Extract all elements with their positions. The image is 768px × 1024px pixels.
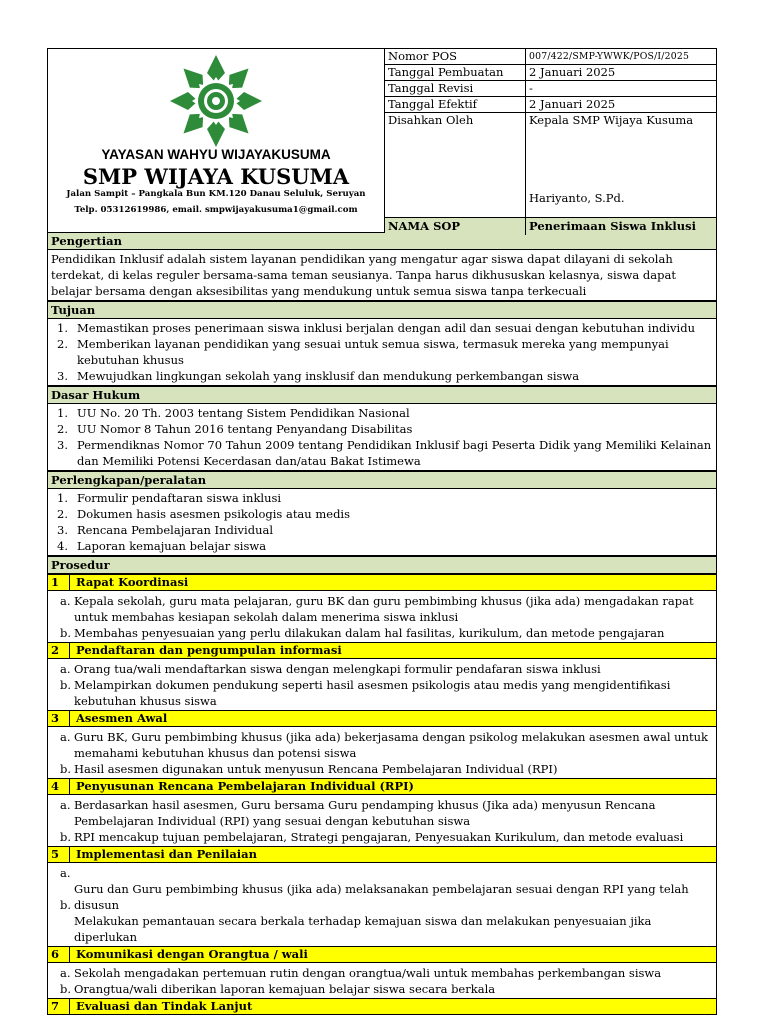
meta-value: 007/422/SMP-YWWK/POS/I/2025 bbox=[529, 51, 690, 62]
meta-row-disahkan bbox=[385, 113, 716, 218]
list-item-number: 3. bbox=[57, 438, 68, 452]
step-number: 3 bbox=[48, 711, 70, 726]
list-item-number: a. bbox=[60, 730, 71, 744]
list-item-number: b. bbox=[60, 898, 72, 912]
list-item bbox=[48, 661, 713, 677]
list-item-number: a. bbox=[60, 798, 71, 812]
section-tujuan bbox=[47, 301, 717, 386]
list-item-text: Mewujudkan lingkungan sekolah yang insklusif dan mendukung perkembangan siswa bbox=[77, 369, 580, 383]
list-item-number: 1. bbox=[57, 321, 68, 335]
step-title: Asesmen Awal bbox=[76, 711, 168, 725]
list-item-text: UU Nomor 8 Tahun 2016 tentang Penyandang Disabilitas bbox=[77, 422, 413, 436]
list-item-number: a. bbox=[60, 662, 71, 676]
list-item-number: 2. bbox=[57, 422, 68, 436]
procedure-step-header bbox=[48, 575, 716, 591]
step-number: 5 bbox=[48, 847, 70, 862]
section-list bbox=[48, 319, 716, 386]
meta-row-pembuatan bbox=[385, 65, 716, 81]
step-title: Rapat Koordinasi bbox=[76, 575, 189, 589]
list-item-text: Berdasarkan hasil asesmen, Guru bersama Guru pendamping khusus (Jika ada) menyusun Rencana Pembelajaran Individual (RPI) yang sesuai dengan kebutuhan siswa bbox=[74, 798, 656, 828]
section-title: Prosedur bbox=[48, 557, 716, 574]
list-item bbox=[51, 368, 713, 384]
list-item-number: 1. bbox=[57, 491, 68, 505]
meta-label: Tanggal Pembuatan bbox=[385, 65, 526, 80]
school-address: Jalan Sampit – Pangkala Bun KM.120 Danau Seluluk, Seruyan bbox=[66, 189, 366, 199]
list-item bbox=[48, 677, 713, 709]
school-contact: Telp. 05312619986, email. smpwijayakusuma1@gmail.com bbox=[74, 205, 358, 215]
step-title: Komunikasi dengan Orangtua / wali bbox=[76, 947, 308, 961]
document-metadata bbox=[385, 49, 716, 232]
list-item-text: Laporan kemajuan belajar siswa bbox=[77, 539, 267, 553]
list-item-number: a. bbox=[60, 866, 71, 880]
meta-row-revisi bbox=[385, 81, 716, 97]
list-item-text: UU No. 20 Th. 2003 tentang Sistem Pendidikan Nasional bbox=[77, 406, 410, 420]
procedure-steps bbox=[47, 574, 717, 1015]
list-item-text: Guru BK, Guru pembimbing khusus (jika ada) bekerjasama dengan psikolog melakukan asesmen awal untuk memahami kebutuhan khusus dan potensi siswa bbox=[74, 730, 708, 760]
list-item bbox=[48, 829, 713, 845]
institution-block bbox=[48, 49, 385, 232]
list-item bbox=[48, 913, 713, 945]
step-number: 4 bbox=[48, 779, 70, 794]
step-title: Pendaftaran dan pengumpulan informasi bbox=[76, 643, 342, 657]
list-item-number: a. bbox=[60, 594, 71, 608]
list-item-number bbox=[48, 881, 74, 897]
step-title: Implementasi dan Penilaian bbox=[76, 847, 257, 861]
list-item bbox=[48, 625, 713, 641]
list-item-text: disusun bbox=[74, 898, 120, 912]
list-item bbox=[51, 522, 713, 538]
sop-document bbox=[47, 48, 717, 1015]
list-item-text: Hasil asesmen digunakan untuk menyusun Rencana Pembelajaran Individual (RPI) bbox=[74, 762, 558, 776]
step-number: 6 bbox=[48, 947, 70, 962]
procedure-step-header bbox=[48, 999, 716, 1015]
list-item bbox=[48, 761, 713, 777]
list-item bbox=[48, 965, 713, 981]
list-item-text: Orang tua/wali mendaftarkan siswa dengan melengkapi formulir pendafaran siswa inklusi bbox=[74, 662, 601, 676]
procedure-step-header bbox=[48, 847, 716, 863]
step-number: 7 bbox=[48, 999, 70, 1014]
approver-title: Kepala SMP Wijaya Kusuma bbox=[529, 113, 694, 127]
list-item-text: Orangtua/wali diberikan laporan kemajuan belajar siswa secara berkala bbox=[74, 982, 496, 996]
list-item-number: b. bbox=[60, 982, 72, 996]
list-item bbox=[48, 881, 713, 897]
list-item bbox=[51, 336, 713, 368]
school-name: SMP WIJAYA KUSUMA bbox=[82, 164, 350, 189]
list-item bbox=[51, 490, 713, 506]
list-item-text: Melampirkan dokumen pendukung seperti hasil asesmen psikologis atau medis yang mengidentifikasi kebutuhan khusus siswa bbox=[74, 678, 671, 708]
list-item-number bbox=[48, 913, 74, 945]
section-list bbox=[48, 404, 716, 471]
section-title: Dasar Hukum bbox=[48, 387, 716, 404]
list-item bbox=[51, 437, 713, 469]
procedure-step-header bbox=[48, 947, 716, 963]
meta-value bbox=[526, 113, 716, 217]
list-item-text: Melakukan pemantauan secara berkala terhadap kemajuan siswa dan melakukan penyesuaian jika diperlukan bbox=[74, 914, 652, 944]
list-item-text: Guru dan Guru pembimbing khusus (jika ada) melaksanakan pembelajaran sesuai dengan RPI yang telah bbox=[74, 882, 689, 896]
section-text: Pendidikan Inklusif adalah sistem layanan pendidikan yang mengatur agar siswa dapat dilayani di sekolah terdekat, di kelas reguler bersama-sama teman seusianya. Tanpa harus dikhususkan kelasnya, siswa dapat belajar bersama dengan aksesibilitas yang mendukung untuk semua siswa tanpa terkecuali bbox=[48, 250, 716, 301]
procedure-step-body bbox=[48, 795, 716, 847]
section-prosedur bbox=[47, 556, 717, 574]
list-item bbox=[48, 729, 713, 761]
step-number: 1 bbox=[48, 575, 70, 590]
step-number: 2 bbox=[48, 643, 70, 658]
list-item bbox=[48, 865, 713, 881]
meta-label: Disahkan Oleh bbox=[385, 113, 526, 217]
list-item bbox=[51, 421, 713, 437]
list-item-text: Kepala sekolah, guru mata pelajaran, guru BK dan guru pembimbing khusus (jika ada) mengadakan rapat untuk membahas kesiapan sekolah dalam menerima siswa inklusi bbox=[74, 594, 694, 624]
meta-value: Penerimaan Siswa Inklusi bbox=[529, 219, 696, 233]
meta-label: Tanggal Revisi bbox=[385, 81, 526, 96]
procedure-step-header bbox=[48, 779, 716, 795]
list-item-text: Sekolah mengadakan pertemuan rutin dengan orangtua/wali untuk membahas perkembangan siswa bbox=[74, 966, 662, 980]
list-item-text: Rencana Pembelajaran Individual bbox=[77, 523, 274, 537]
list-item-text: Memastikan proses penerimaan siswa inklusi berjalan dengan adil dan sesuai dengan kebutuhan individu bbox=[77, 321, 695, 335]
list-item-number: 2. bbox=[57, 507, 68, 521]
step-title: Penyusunan Rencana Pembelajaran Individual (RPI) bbox=[76, 779, 414, 793]
list-item bbox=[48, 797, 713, 829]
list-item-text: Memberikan layanan pendidikan yang sesuai untuk semua siswa, termasuk mereka yang mempunyai kebutuhan khusus bbox=[77, 337, 669, 367]
foundation-name: YAYASAN WAHYU WIJAYAKUSUMA bbox=[101, 147, 331, 162]
list-item bbox=[51, 405, 713, 421]
list-item-number: 4. bbox=[57, 539, 68, 553]
procedure-step-header bbox=[48, 643, 716, 659]
list-item-text: Permendiknas Nomor 70 Tahun 2009 tentang Pendidikan Inklusif bagi Peserta Didik yang Memiliki Kelainan dan Memiliki Potensi Kecerdasan dan/atau Bakat Istimewa bbox=[77, 438, 712, 468]
section-title: Tujuan bbox=[48, 302, 716, 319]
meta-row-efektif bbox=[385, 97, 716, 113]
list-item bbox=[51, 320, 713, 336]
section-list bbox=[48, 489, 716, 556]
list-item-text: Dokumen hasis asesmen psikologis atau medis bbox=[77, 507, 351, 521]
list-item-number: 1. bbox=[57, 406, 68, 420]
procedure-step-header bbox=[48, 711, 716, 727]
list-item-number: 2. bbox=[57, 337, 68, 351]
section-dasar-hukum bbox=[47, 386, 717, 471]
section-title: Pengertian bbox=[48, 233, 716, 250]
signer-name: Hariyanto, S.Pd. bbox=[529, 191, 625, 205]
list-item-text: Formulir pendaftaran siswa inklusi bbox=[77, 491, 282, 505]
meta-row-nomor bbox=[385, 49, 716, 65]
procedure-step-body bbox=[48, 863, 716, 947]
list-item-number: b. bbox=[60, 830, 72, 844]
section-pengertian bbox=[47, 232, 717, 301]
section-perlengkapan bbox=[47, 471, 717, 556]
list-item bbox=[48, 981, 713, 997]
meta-value: - bbox=[529, 81, 533, 95]
procedure-step-body bbox=[48, 591, 716, 643]
list-item bbox=[51, 538, 713, 554]
procedure-step-body bbox=[48, 659, 716, 711]
document-header bbox=[47, 48, 717, 232]
list-item bbox=[48, 593, 713, 625]
list-item bbox=[48, 897, 713, 913]
meta-label: Tanggal Efektif bbox=[385, 97, 526, 112]
list-item-number: b. bbox=[60, 678, 72, 692]
meta-value: 2 Januari 2025 bbox=[529, 65, 616, 79]
list-item-number: 3. bbox=[57, 523, 68, 537]
step-title: Evaluasi dan Tindak Lanjut bbox=[76, 999, 253, 1013]
list-item-number: 3. bbox=[57, 369, 68, 383]
list-item-number: a. bbox=[60, 966, 71, 980]
list-item-number: b. bbox=[60, 762, 72, 776]
meta-label: NAMA SOP bbox=[385, 218, 526, 235]
meta-value: 2 Januari 2025 bbox=[529, 97, 616, 111]
meta-label: Nomor POS bbox=[385, 49, 526, 64]
list-item-text bbox=[74, 865, 713, 881]
flower-emblem-icon bbox=[150, 53, 282, 149]
list-item-number: b. bbox=[60, 626, 72, 640]
procedure-step-body bbox=[48, 963, 716, 999]
section-title: Perlengkapan/peralatan bbox=[48, 472, 716, 489]
procedure-step-body bbox=[48, 727, 716, 779]
list-item-text: RPI mencakup tujuan pembelajaran, Strategi pengajaran, Penyesuakan Kurikulum, dan metode evaluasi bbox=[74, 830, 684, 844]
list-item-text: Membahas penyesuaian yang perlu dilakukan dalam hal fasilitas, kurikulum, dan metode pengajaran bbox=[74, 626, 665, 640]
list-item bbox=[51, 506, 713, 522]
meta-row-nama-sop bbox=[385, 218, 716, 235]
